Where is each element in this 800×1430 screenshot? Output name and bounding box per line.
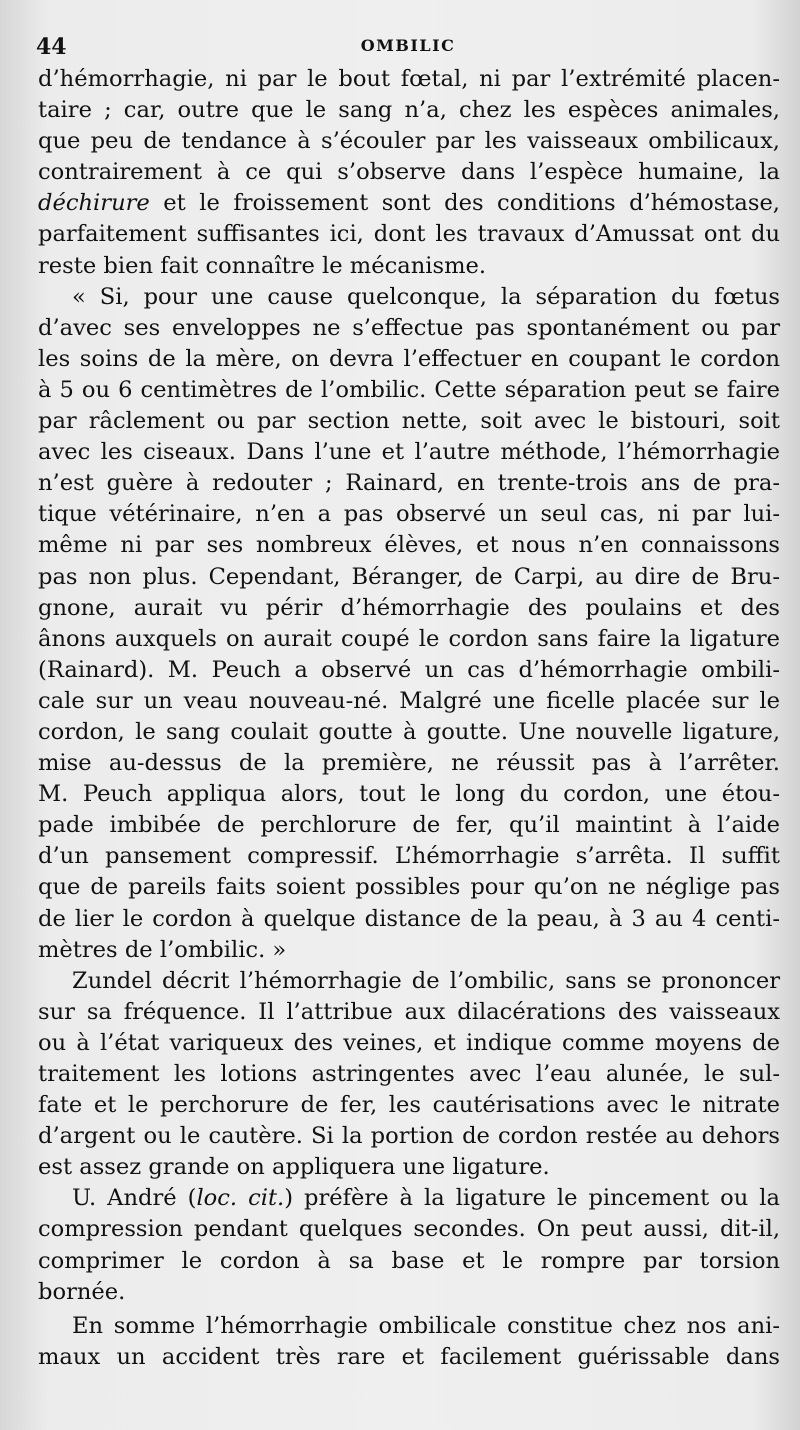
- text-line: bornée.: [38, 1278, 126, 1305]
- text-line: même ni par ses nombreux élèves, et nous n’en connaissons: [38, 532, 780, 559]
- text-line: taire ; car, outre que le sang n’a, chez les espèces animales,: [38, 97, 780, 124]
- text-line: « Si, pour une cause quelconque, la séparation du fœtus: [72, 283, 780, 310]
- running-title: OMBILIC: [360, 36, 456, 55]
- text-line: Zundel décrit l’hémorrhagie de l’ombilic, sans se prononcer: [72, 967, 780, 994]
- body-text: [38, 64, 780, 1373]
- text-line: d’un pansement compressif. L’hémorrhagie s’arrêta. Il suffit: [38, 843, 780, 870]
- text-line: M. Peuch appliqua alors, tout le long du cordon, une étou-: [38, 781, 780, 808]
- text-line: pade imbibée de perchlorure de fer, qu’il maintint à l’aide: [38, 812, 780, 839]
- page-number: 44: [36, 34, 67, 60]
- text-line: que peu de tendance à s’écouler par les vaisseaux ombilicaux,: [38, 128, 780, 155]
- text-line: sur sa fréquence. Il l’attribue aux dilacérations des vaisseaux: [38, 998, 780, 1025]
- italic-citation: loc. cit.: [196, 1185, 285, 1212]
- text-line: ânons auxquels on aurait coupé le cordon sans faire la ligature: [38, 625, 780, 652]
- text-line: traitement les lotions astringentes avec l’eau alunée, le sul-: [38, 1061, 780, 1087]
- text-line: parfaitement suffisantes ici, dont les travaux d’Amussat ont du: [38, 221, 780, 248]
- text-line: tique vétérinaire, n’en a pas observé un seul cas, ni par lui-: [38, 501, 780, 528]
- text-line: est assez grande on appliquera une ligature.: [38, 1154, 550, 1181]
- text-line: avec les ciseaux. Dans l’une et l’autre méthode, l’hémorrhagie: [38, 439, 780, 466]
- text-line: comprimer le cordon à sa base et le rompre par torsion: [38, 1247, 780, 1274]
- text-line: contrairement à ce qui s’observe dans l’espèce humaine, la: [38, 159, 780, 186]
- text-line: mètres de l’ombilic. »: [38, 936, 287, 963]
- text-line: à 5 ou 6 centimètres de l’ombilic. Cette séparation peut se faire: [38, 376, 780, 403]
- text-line: fate et le perchorure de fer, les cautérisations avec le nitrate: [38, 1092, 780, 1119]
- text-line: (Rainard). M. Peuch a observé un cas d’hémorrhagie ombili-: [38, 656, 780, 683]
- text-line: par râclement ou par section nette, soit avec le bistouri, soit: [38, 408, 780, 435]
- text-line: En somme l’hémorrhagie ombilicale constitue chez nos ani-: [72, 1312, 780, 1339]
- text-line: d’avec ses enveloppes ne s’effectue pas spontanément ou par: [38, 314, 780, 341]
- text-line: mise au-dessus de la première, ne réussit pas à l’arrêter.: [38, 750, 780, 777]
- text-line: d’argent ou le cautère. Si la portion de cordon restée au dehors: [38, 1123, 780, 1150]
- text-line: cordon, le sang coulait goutte à goutte. Une nouvelle ligature,: [38, 718, 780, 745]
- text-line: n’est guère à redouter ; Rainard, en trente-trois ans de pra-: [38, 470, 780, 497]
- text-line: d’hémorrhagie, ni par le bout fœtal, ni par l’extrémité placen-: [38, 66, 780, 92]
- text-line: les soins de la mère, on devra l’effectuer en coupant le cordon: [38, 345, 780, 372]
- text-line: ou à l’état variqueux des veines, et indique comme moyens de: [38, 1029, 780, 1056]
- text-line: U. André (loc. cit.) préfère à la ligature le pincement ou la: [72, 1185, 780, 1212]
- text-line: pas non plus. Cependant, Béranger, de Carpi, au dire de Bru-: [38, 563, 780, 590]
- running-head: [36, 34, 780, 60]
- text-line: reste bien fait connaître le mécanisme.: [38, 252, 487, 279]
- text-line: cale sur un veau nouveau-né. Malgré une ficelle placée sur le: [38, 687, 780, 714]
- text-line: gnone, aurait vu périr d’hémorrhagie des poulains et des: [38, 594, 780, 621]
- text-line: de lier le cordon à quelque distance de la peau, à 3 au 4 centi-: [38, 905, 780, 932]
- text-line: déchirure et le froissement sont des conditions d’hémostase,: [38, 190, 780, 217]
- text-line: compression pendant quelques secondes. On peut aussi, dit-il,: [38, 1216, 780, 1243]
- text-line: que de pareils faits soient possibles pour qu’on ne néglige pas: [38, 874, 780, 901]
- italic-term: déchirure: [38, 190, 150, 217]
- text-line: maux un accident très rare et facilement guérissable dans: [38, 1343, 780, 1370]
